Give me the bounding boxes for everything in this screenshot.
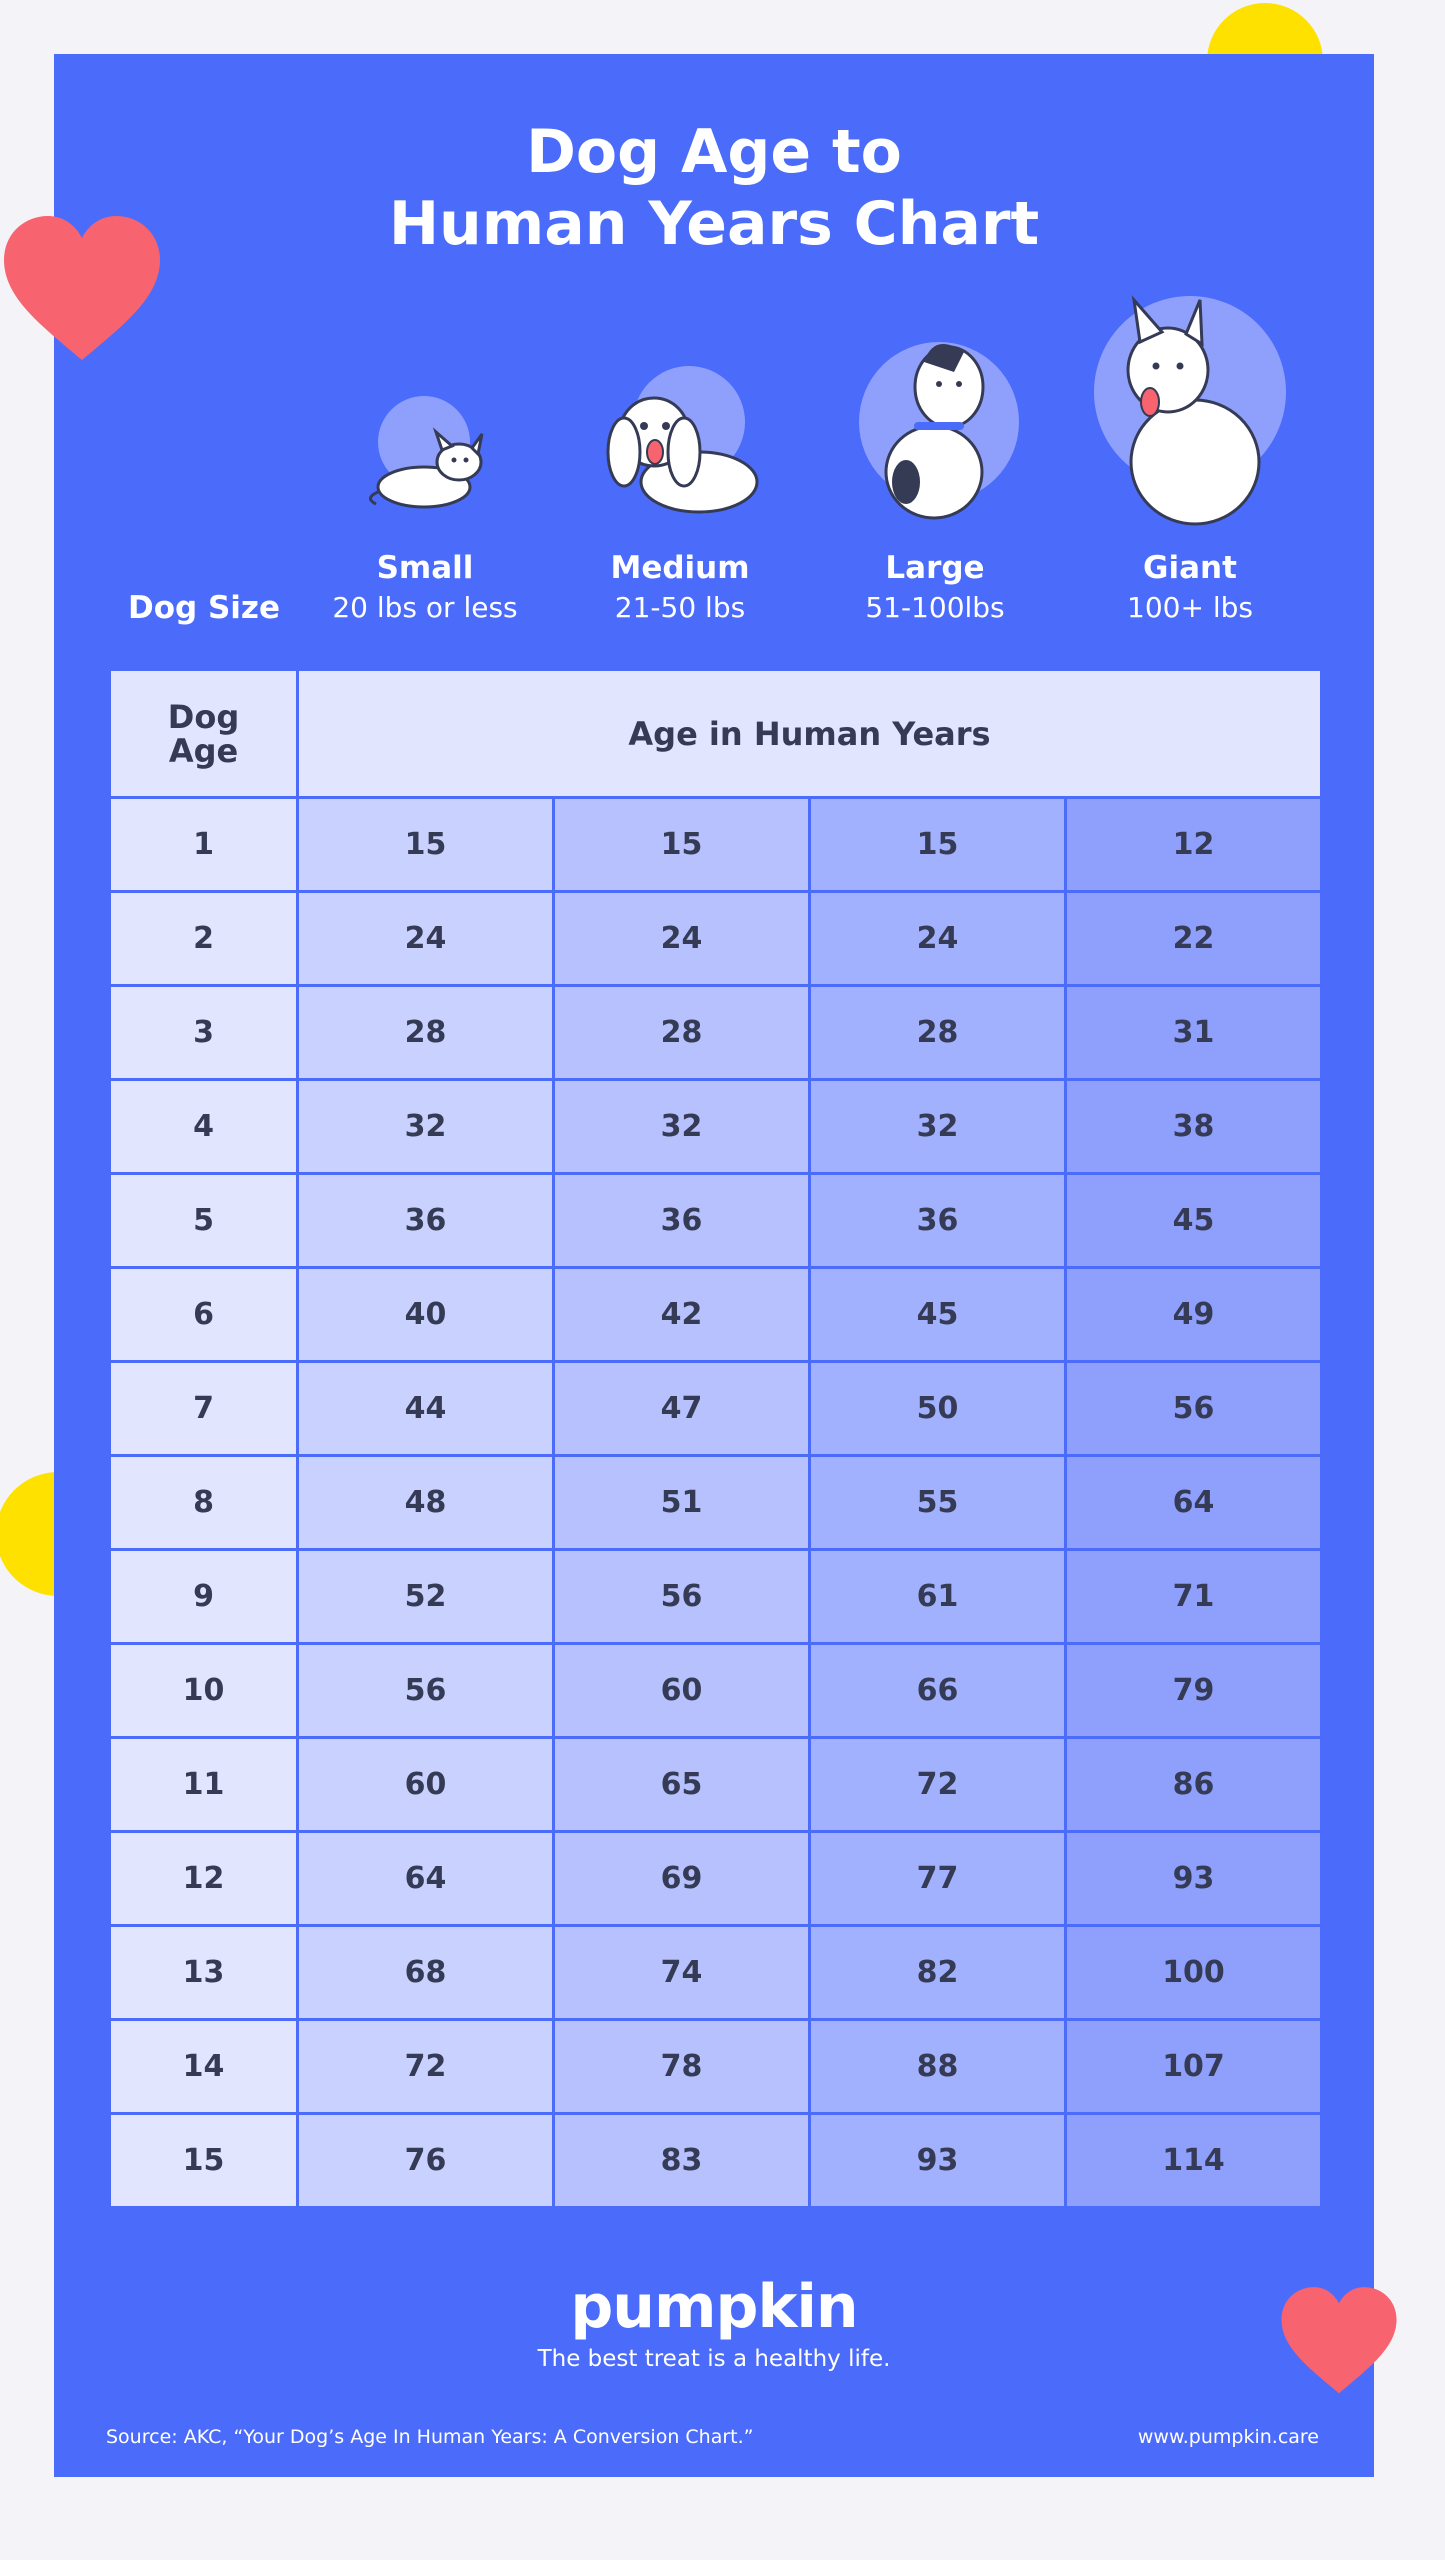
cell-medium: 56 (554, 1550, 810, 1644)
cell-age: 6 (110, 1268, 298, 1362)
cell-large: 50 (810, 1362, 1066, 1456)
cell-small: 32 (298, 1080, 554, 1174)
cell-small: 72 (298, 2020, 554, 2114)
size-name-medium: Medium (610, 550, 750, 586)
tagline: The best treat is a healthy life. (537, 2346, 891, 2372)
cell-age: 14 (110, 2020, 298, 2114)
cell-large: 66 (810, 1644, 1066, 1738)
cell-medium: 42 (554, 1268, 810, 1362)
cell-age: 1 (110, 798, 298, 892)
size-name-small: Small (376, 550, 474, 586)
cell-age: 8 (110, 1456, 298, 1550)
source-citation: Source: AKC, “Your Dog’s Age In Human Years: A Conversion Chart.” (106, 2426, 754, 2448)
table-row (110, 1362, 1322, 1456)
table-row (110, 892, 1322, 986)
cell-small: 40 (298, 1268, 554, 1362)
cell-giant: 64 (1066, 1456, 1322, 1550)
cell-giant: 38 (1066, 1080, 1322, 1174)
cell-medium: 24 (554, 892, 810, 986)
cell-giant: 22 (1066, 892, 1322, 986)
cell-giant: 49 (1066, 1268, 1322, 1362)
cell-large: 55 (810, 1456, 1066, 1550)
small-dog-icon (354, 392, 504, 512)
cell-giant: 45 (1066, 1174, 1322, 1268)
cell-age: 4 (110, 1080, 298, 1174)
cell-large: 15 (810, 798, 1066, 892)
table-row (110, 1832, 1322, 1926)
age-table (108, 668, 1320, 2209)
table-row (110, 1456, 1322, 1550)
table-row (110, 1644, 1322, 1738)
cell-small: 36 (298, 1174, 554, 1268)
cell-giant: 71 (1066, 1550, 1322, 1644)
human-years-header: Age in Human Years (298, 670, 1322, 798)
cell-age: 2 (110, 892, 298, 986)
medium-dog-icon (594, 362, 764, 522)
heart-icon-bottom-right (1280, 2285, 1398, 2397)
table-row (110, 798, 1322, 892)
size-name-large: Large (885, 550, 985, 586)
cell-giant: 79 (1066, 1644, 1322, 1738)
size-name-giant: Giant (1143, 550, 1237, 586)
table-row (110, 1738, 1322, 1832)
table-row (110, 2020, 1322, 2114)
cell-medium: 69 (554, 1832, 810, 1926)
cell-small: 48 (298, 1456, 554, 1550)
website-link[interactable]: www.pumpkin.care (1137, 2426, 1319, 2448)
cell-large: 24 (810, 892, 1066, 986)
cell-giant: 107 (1066, 2020, 1322, 2114)
table-body (110, 798, 1322, 2208)
table-row (110, 1550, 1322, 1644)
dog-size-label: Dog Size (127, 590, 281, 626)
page-title-line2: Human Years Chart (388, 189, 1040, 259)
table-row (110, 986, 1322, 1080)
cell-large: 32 (810, 1080, 1066, 1174)
chart-card (54, 54, 1374, 2477)
cell-age: 11 (110, 1738, 298, 1832)
cell-large: 45 (810, 1268, 1066, 1362)
cell-small: 56 (298, 1644, 554, 1738)
cell-age: 7 (110, 1362, 298, 1456)
cell-giant: 114 (1066, 2114, 1322, 2208)
cell-small: 76 (298, 2114, 554, 2208)
cell-medium: 78 (554, 2020, 810, 2114)
cell-large: 93 (810, 2114, 1066, 2208)
cell-small: 64 (298, 1832, 554, 1926)
cell-medium: 36 (554, 1174, 810, 1268)
size-range-large: 51-100lbs (865, 591, 1005, 624)
cell-large: 28 (810, 986, 1066, 1080)
cell-age: 10 (110, 1644, 298, 1738)
cell-medium: 74 (554, 1926, 810, 2020)
cell-giant: 56 (1066, 1362, 1322, 1456)
cell-age: 12 (110, 1832, 298, 1926)
brand-logo: pumpkin (570, 2272, 858, 2342)
size-range-small: 20 lbs or less (332, 591, 518, 624)
cell-small: 52 (298, 1550, 554, 1644)
cell-age: 9 (110, 1550, 298, 1644)
cell-giant: 93 (1066, 1832, 1322, 1926)
page-title-line1: Dog Age to (526, 117, 902, 187)
dog-age-header-line2: Age (168, 731, 239, 770)
cell-medium: 15 (554, 798, 810, 892)
cell-age: 3 (110, 986, 298, 1080)
large-dog-icon (854, 322, 1024, 522)
cell-medium: 28 (554, 986, 810, 1080)
dog-age-header (110, 670, 298, 798)
cell-small: 28 (298, 986, 554, 1080)
cell-large: 82 (810, 1926, 1066, 2020)
table-row (110, 1080, 1322, 1174)
cell-small: 15 (298, 798, 554, 892)
cell-large: 72 (810, 1738, 1066, 1832)
cell-small: 68 (298, 1926, 554, 2020)
cell-small: 44 (298, 1362, 554, 1456)
size-range-medium: 21-50 lbs (614, 591, 746, 624)
cell-medium: 83 (554, 2114, 810, 2208)
cell-small: 60 (298, 1738, 554, 1832)
table-row (110, 1268, 1322, 1362)
cell-large: 88 (810, 2020, 1066, 2114)
cell-medium: 60 (554, 1644, 810, 1738)
cell-age: 5 (110, 1174, 298, 1268)
table-row (110, 1174, 1322, 1268)
table-row (110, 1926, 1322, 2020)
cell-age: 15 (110, 2114, 298, 2208)
cell-giant: 12 (1066, 798, 1322, 892)
giant-dog-icon (1090, 292, 1300, 530)
cell-age: 13 (110, 1926, 298, 2020)
cell-medium: 47 (554, 1362, 810, 1456)
cell-giant: 86 (1066, 1738, 1322, 1832)
cell-medium: 32 (554, 1080, 810, 1174)
cell-giant: 31 (1066, 986, 1322, 1080)
heart-icon-top-left (2, 214, 162, 364)
cell-medium: 65 (554, 1738, 810, 1832)
cell-medium: 51 (554, 1456, 810, 1550)
cell-large: 36 (810, 1174, 1066, 1268)
yellow-dot-left (0, 1472, 60, 1596)
size-range-giant: 100+ lbs (1127, 591, 1253, 624)
table-header-row (110, 670, 1322, 798)
cell-giant: 100 (1066, 1926, 1322, 2020)
cell-large: 61 (810, 1550, 1066, 1644)
cell-large: 77 (810, 1832, 1066, 1926)
table-row (110, 2114, 1322, 2208)
cell-small: 24 (298, 892, 554, 986)
dog-age-header-line1: Dog (167, 697, 240, 736)
